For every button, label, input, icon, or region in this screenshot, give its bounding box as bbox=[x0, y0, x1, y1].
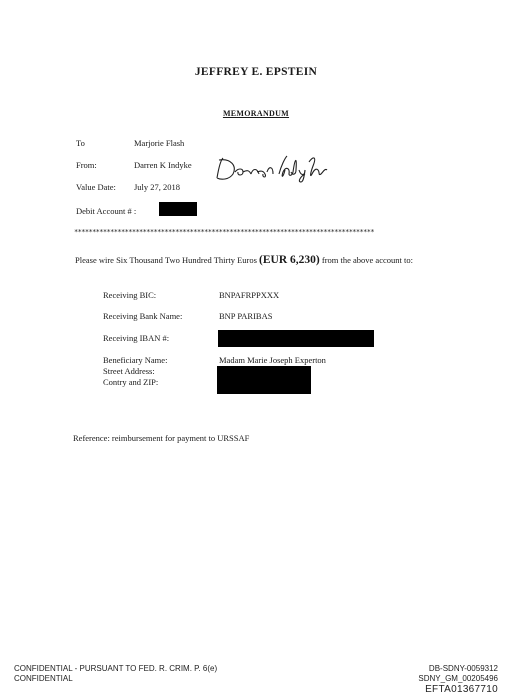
separator-line: *********************************************************************************** bbox=[74, 228, 374, 236]
footer-bates-db: DB-SDNY-0059312 bbox=[428, 664, 498, 673]
to-value: Marjorie Flash bbox=[134, 138, 185, 148]
value-date-value: July 27, 2018 bbox=[134, 182, 181, 192]
street-address-label: Street Address: bbox=[103, 366, 155, 376]
value-date-label: Value Date: bbox=[76, 182, 116, 192]
footer-bates-sdny: SDNY_GM_00205496 bbox=[418, 674, 498, 683]
to-label: To bbox=[76, 138, 85, 148]
receiving-bic-label: Receiving BIC: bbox=[103, 290, 157, 300]
wire-instruction-pre: Please wire Six Thousand Two Hundred Thirty Euros bbox=[75, 255, 257, 265]
footer-efta-number: EFTA01367710 bbox=[425, 684, 498, 695]
debit-account-label: Debit Account # : bbox=[76, 206, 137, 216]
redaction-box-iban bbox=[218, 330, 374, 347]
wire-amount: (EUR 6,230) bbox=[259, 254, 320, 266]
wire-instruction-post: from the above account to: bbox=[321, 255, 413, 265]
memorandum-heading: MEMORANDUM bbox=[222, 109, 290, 118]
footer-confidential: CONFIDENTIAL bbox=[14, 674, 73, 683]
redaction-box-debit-account bbox=[159, 202, 197, 216]
receiving-bic-value: BNPAFRPPXXX bbox=[219, 290, 280, 300]
reference-line: Reference: reimbursement for payment to URSSAF bbox=[73, 433, 250, 443]
redaction-box-address bbox=[217, 366, 311, 394]
footer-confidential-notice: CONFIDENTIAL - PURSUANT TO FED. R. CRIM. P. 6(e) bbox=[14, 664, 218, 673]
wire-instruction bbox=[75, 254, 445, 266]
country-zip-label: Contry and ZIP: bbox=[103, 377, 159, 387]
from-label: From: bbox=[76, 160, 97, 170]
from-value: Darren K Indyke bbox=[134, 160, 192, 170]
beneficiary-name-value: Madam Marie Joseph Experton bbox=[219, 355, 326, 365]
beneficiary-name-label: Beneficiary Name: bbox=[103, 355, 168, 365]
receiving-iban-label: Receiving IBAN #: bbox=[103, 333, 170, 343]
receiving-bank-value: BNP PARIBAS bbox=[219, 311, 273, 321]
handwritten-signature bbox=[213, 152, 343, 186]
letterhead-title: JEFFREY E. EPSTEIN bbox=[194, 66, 318, 78]
receiving-bank-label: Receiving Bank Name: bbox=[103, 311, 183, 321]
